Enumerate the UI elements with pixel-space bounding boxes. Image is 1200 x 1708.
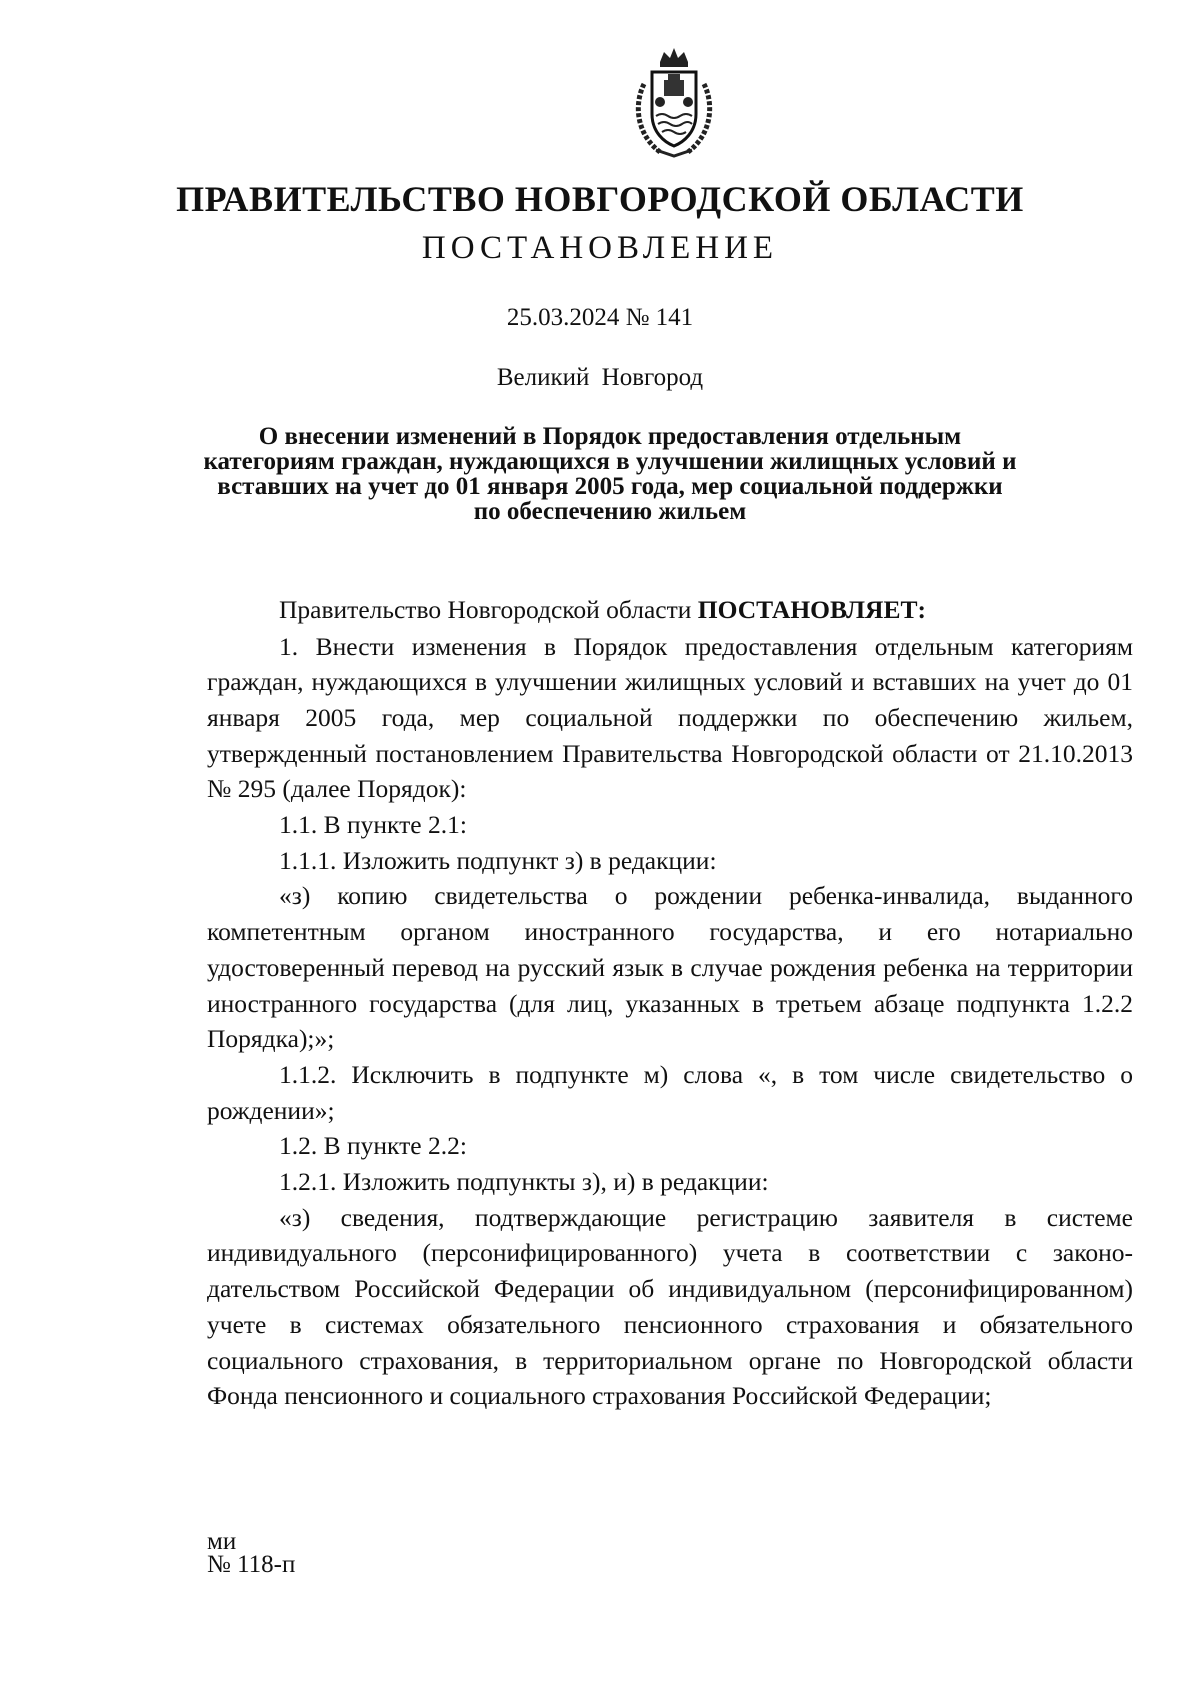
document-type: ПОСТАНОВЛЕНИЕ [421, 230, 779, 266]
government-title: ПРАВИТЕЛЬСТВО НОВГОРОДСКОЙ ОБЛАСТИ [176, 179, 1024, 219]
body-paragraph: 1. Внести изменения в Порядок предоставления отдельным категориям граждан, нуждающихся в улучшении жилищных условий и вставших на учет до 01 января 2005 года, мер социальной поддержки по обеспечению жильем, утвержденный постановлением Правительства Новгородской области от 21.10.2013 № 295 (далее Порядок): [207, 631, 1133, 804]
subject-line: категориям граждан, нуждающихся в улучшении жилищных условий и [203, 448, 1017, 475]
coat-of-arms-icon [630, 44, 718, 160]
body-paragraph: 1.1.1. Изложить подпункт з) в редакции: [279, 845, 717, 875]
body-paragraph: 1.2. В пункте 2.2: [279, 1131, 467, 1161]
footer-initials: ми [207, 1528, 237, 1555]
subject-line: по обеспечению жильем [473, 498, 747, 525]
body-paragraph: 1.2.1. Изложить подпункты з), и) в редакции: [279, 1167, 769, 1197]
lead-paragraph [207, 592, 1133, 628]
document-body [207, 592, 1133, 1414]
lead-decree-word: ПОСТАНОВЛЯЕТ: [697, 595, 926, 624]
lead-text: Правительство Новгородской области [279, 595, 698, 624]
document-date-number: 25.03.2024 № 141 [506, 304, 694, 331]
subject-line: О внесении изменений в Порядок предоставления отдельным [258, 423, 962, 450]
body-paragraph: 1.1.2. Исключить в подпункте м) слова «, в том числе свидетельство о рождении»; [207, 1059, 1133, 1125]
footer-reference: № 118-п [207, 1551, 296, 1578]
document-subject [190, 424, 1030, 524]
body-paragraph: «з) сведения, подтверждающие регистрацию заявителя в системе индивидуального (персонифицированного) учета в соответствии с законодательством Российской Федерации об индивидуальном (персонифицированном) учете в системах обязательного пенсионного страхования и обязательного социального страхования, в территориальном органе по Новгородской области Фонда пенсионного и социального страхования Российской Федерации; [207, 1202, 1133, 1411]
body-paragraph: 1.1. В пункте 2.1: [279, 810, 467, 840]
document-footer [207, 1530, 295, 1576]
subject-line: вставших на учет до 01 января 2005 года, мер социальной поддержки [217, 473, 1003, 500]
body-paragraph: «з) копию свидетельства о рождении ребенка-инвалида, выданного компетентным органом иностранного государства, и его нотариально удостоверенный перевод на русский язык в случае рождения ребенка на территории иностранного государства (для лиц, указанных в третьем абзаце подпункта 1.2.2 Порядка);»; [207, 881, 1133, 1054]
document-place: Великий Новгород [496, 364, 704, 391]
